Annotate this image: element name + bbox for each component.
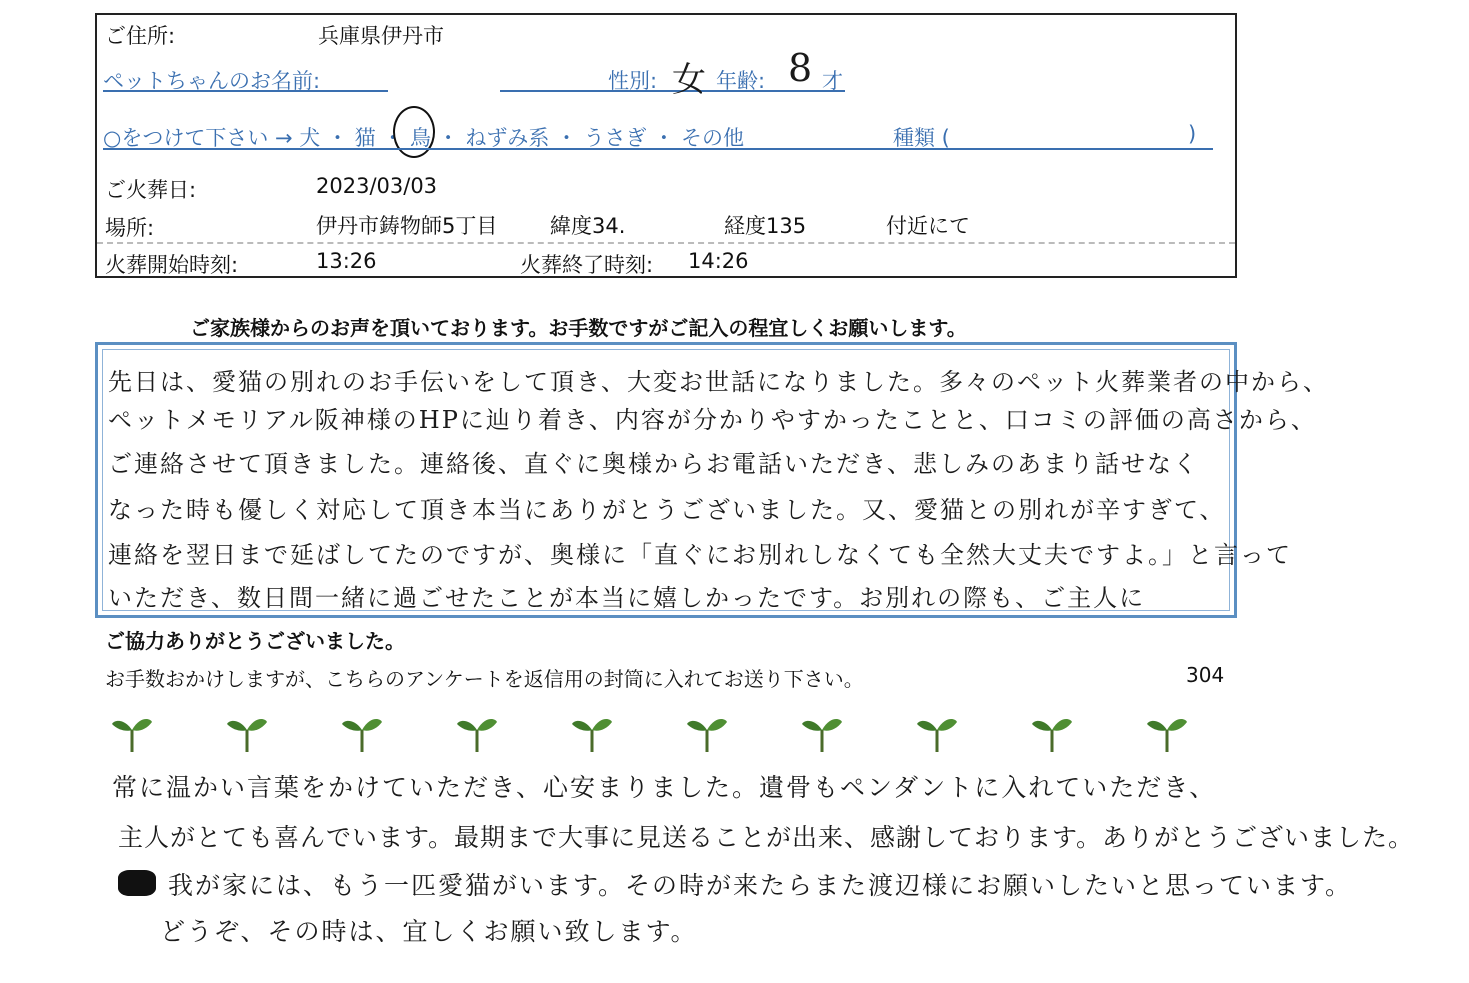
- species-underline: [103, 148, 1213, 150]
- instructions-text: お手数おかけしますが、こちらのアンケートを返信用の封筒に入れてお送り下さい。: [105, 667, 864, 691]
- species-circle-mark: [393, 106, 435, 158]
- continuation-line: どうぞ、その時は、宜しくお願い致します。: [160, 917, 698, 946]
- address-value: 兵庫県伊丹市: [318, 24, 444, 48]
- address-label: ご住所:: [105, 24, 176, 48]
- message-line: 先日は、愛猫の別れのお手伝いをして頂き、大変お世話になりました。多々のペット火葬業者の中から、: [108, 368, 1330, 396]
- continuation-line: 我が家には、もう一匹愛猫がいます。その時が来たらまた渡辺様にお願いしたいと思っています。: [168, 871, 1353, 900]
- sprout-icon: [225, 712, 269, 754]
- age-label: 年齢:: [716, 69, 766, 93]
- sprout-icon: [800, 712, 844, 754]
- longitude-value: 経度135: [724, 214, 807, 238]
- thanks-text: ご協力ありがとうございました。: [105, 629, 405, 653]
- continuation-line: 常に温かい言葉をかけていただき、心安まりました。遺骨もペンダントに入れていただき、: [112, 773, 1217, 802]
- nearby-text: 付近にて: [886, 214, 970, 238]
- cremation-date-value: 2023/03/03: [316, 174, 438, 198]
- latitude-value: 緯度34.: [550, 214, 626, 238]
- pet-name-label: ペットちゃんのお名前:: [103, 69, 321, 93]
- species-prompt: ○をつけて下さい → 犬 ・ 猫 ・ 鳥 ・ ねずみ系 ・ うさぎ ・ その他: [103, 126, 745, 150]
- sprout-icon: [455, 712, 499, 754]
- family-voice-heading: ご家族様からのお声を頂いております。お手数ですがご記入の程宜しくお願いします。: [190, 316, 967, 340]
- sprout-icon: [1030, 712, 1074, 754]
- message-line: 連絡を翌日まで延ばしてたのですが、奥様に「直ぐにお別れしなくても全然大丈夫ですよ。」と言って: [108, 541, 1292, 569]
- breed-close: ): [1188, 122, 1197, 146]
- place-label: 場所:: [105, 216, 155, 240]
- sex-label: 性別:: [608, 69, 658, 93]
- sprout-icon: [340, 712, 384, 754]
- continuation-line: 主人がとても喜んでいます。最期まで大事に見送ることが出来、感謝しております。ありがとうございました。: [118, 823, 1415, 852]
- cremation-date-label: ご火葬日:: [105, 178, 197, 202]
- message-line: いただき、数日間一緒に過ごせたことが本当に嬉しかったです。お別れの際も、ご主人に: [108, 584, 1146, 612]
- end-time-label: 火葬終了時刻:: [520, 253, 654, 277]
- start-time-label: 火葬開始時刻:: [105, 253, 239, 277]
- message-line: ペットメモリアル阪神様のHPに辿り着き、内容が分かりやすかったことと、口コミの評価の高さから、: [108, 406, 1317, 434]
- scribbled-out-mark: [118, 870, 156, 896]
- start-time-value: 13:26: [316, 249, 377, 273]
- pet-name-underline: [103, 90, 388, 92]
- sprout-icon: [570, 712, 614, 754]
- form-divider: [97, 242, 1235, 244]
- page-number: 304: [1186, 663, 1225, 687]
- place-value: 伊丹市鋳物師5丁目: [316, 214, 498, 238]
- message-line: ご連絡させて頂きました。連絡後、直ぐに奥様からお電話いただき、悲しみのあまり話せなく: [108, 450, 1200, 478]
- age-unit: 才: [822, 69, 843, 93]
- sprout-icon: [1145, 712, 1189, 754]
- end-time-value: 14:26: [688, 249, 749, 273]
- sex-value: 女: [672, 60, 706, 100]
- message-line: なった時も優しく対応して頂き本当にありがとうございました。又、愛猫との別れが辛すぎて、: [108, 496, 1226, 524]
- breed-label: 種類 (: [893, 126, 950, 150]
- sprout-icon: [685, 712, 729, 754]
- age-value: 8: [788, 46, 813, 90]
- sprout-icon: [915, 712, 959, 754]
- sprout-icon: [110, 712, 154, 754]
